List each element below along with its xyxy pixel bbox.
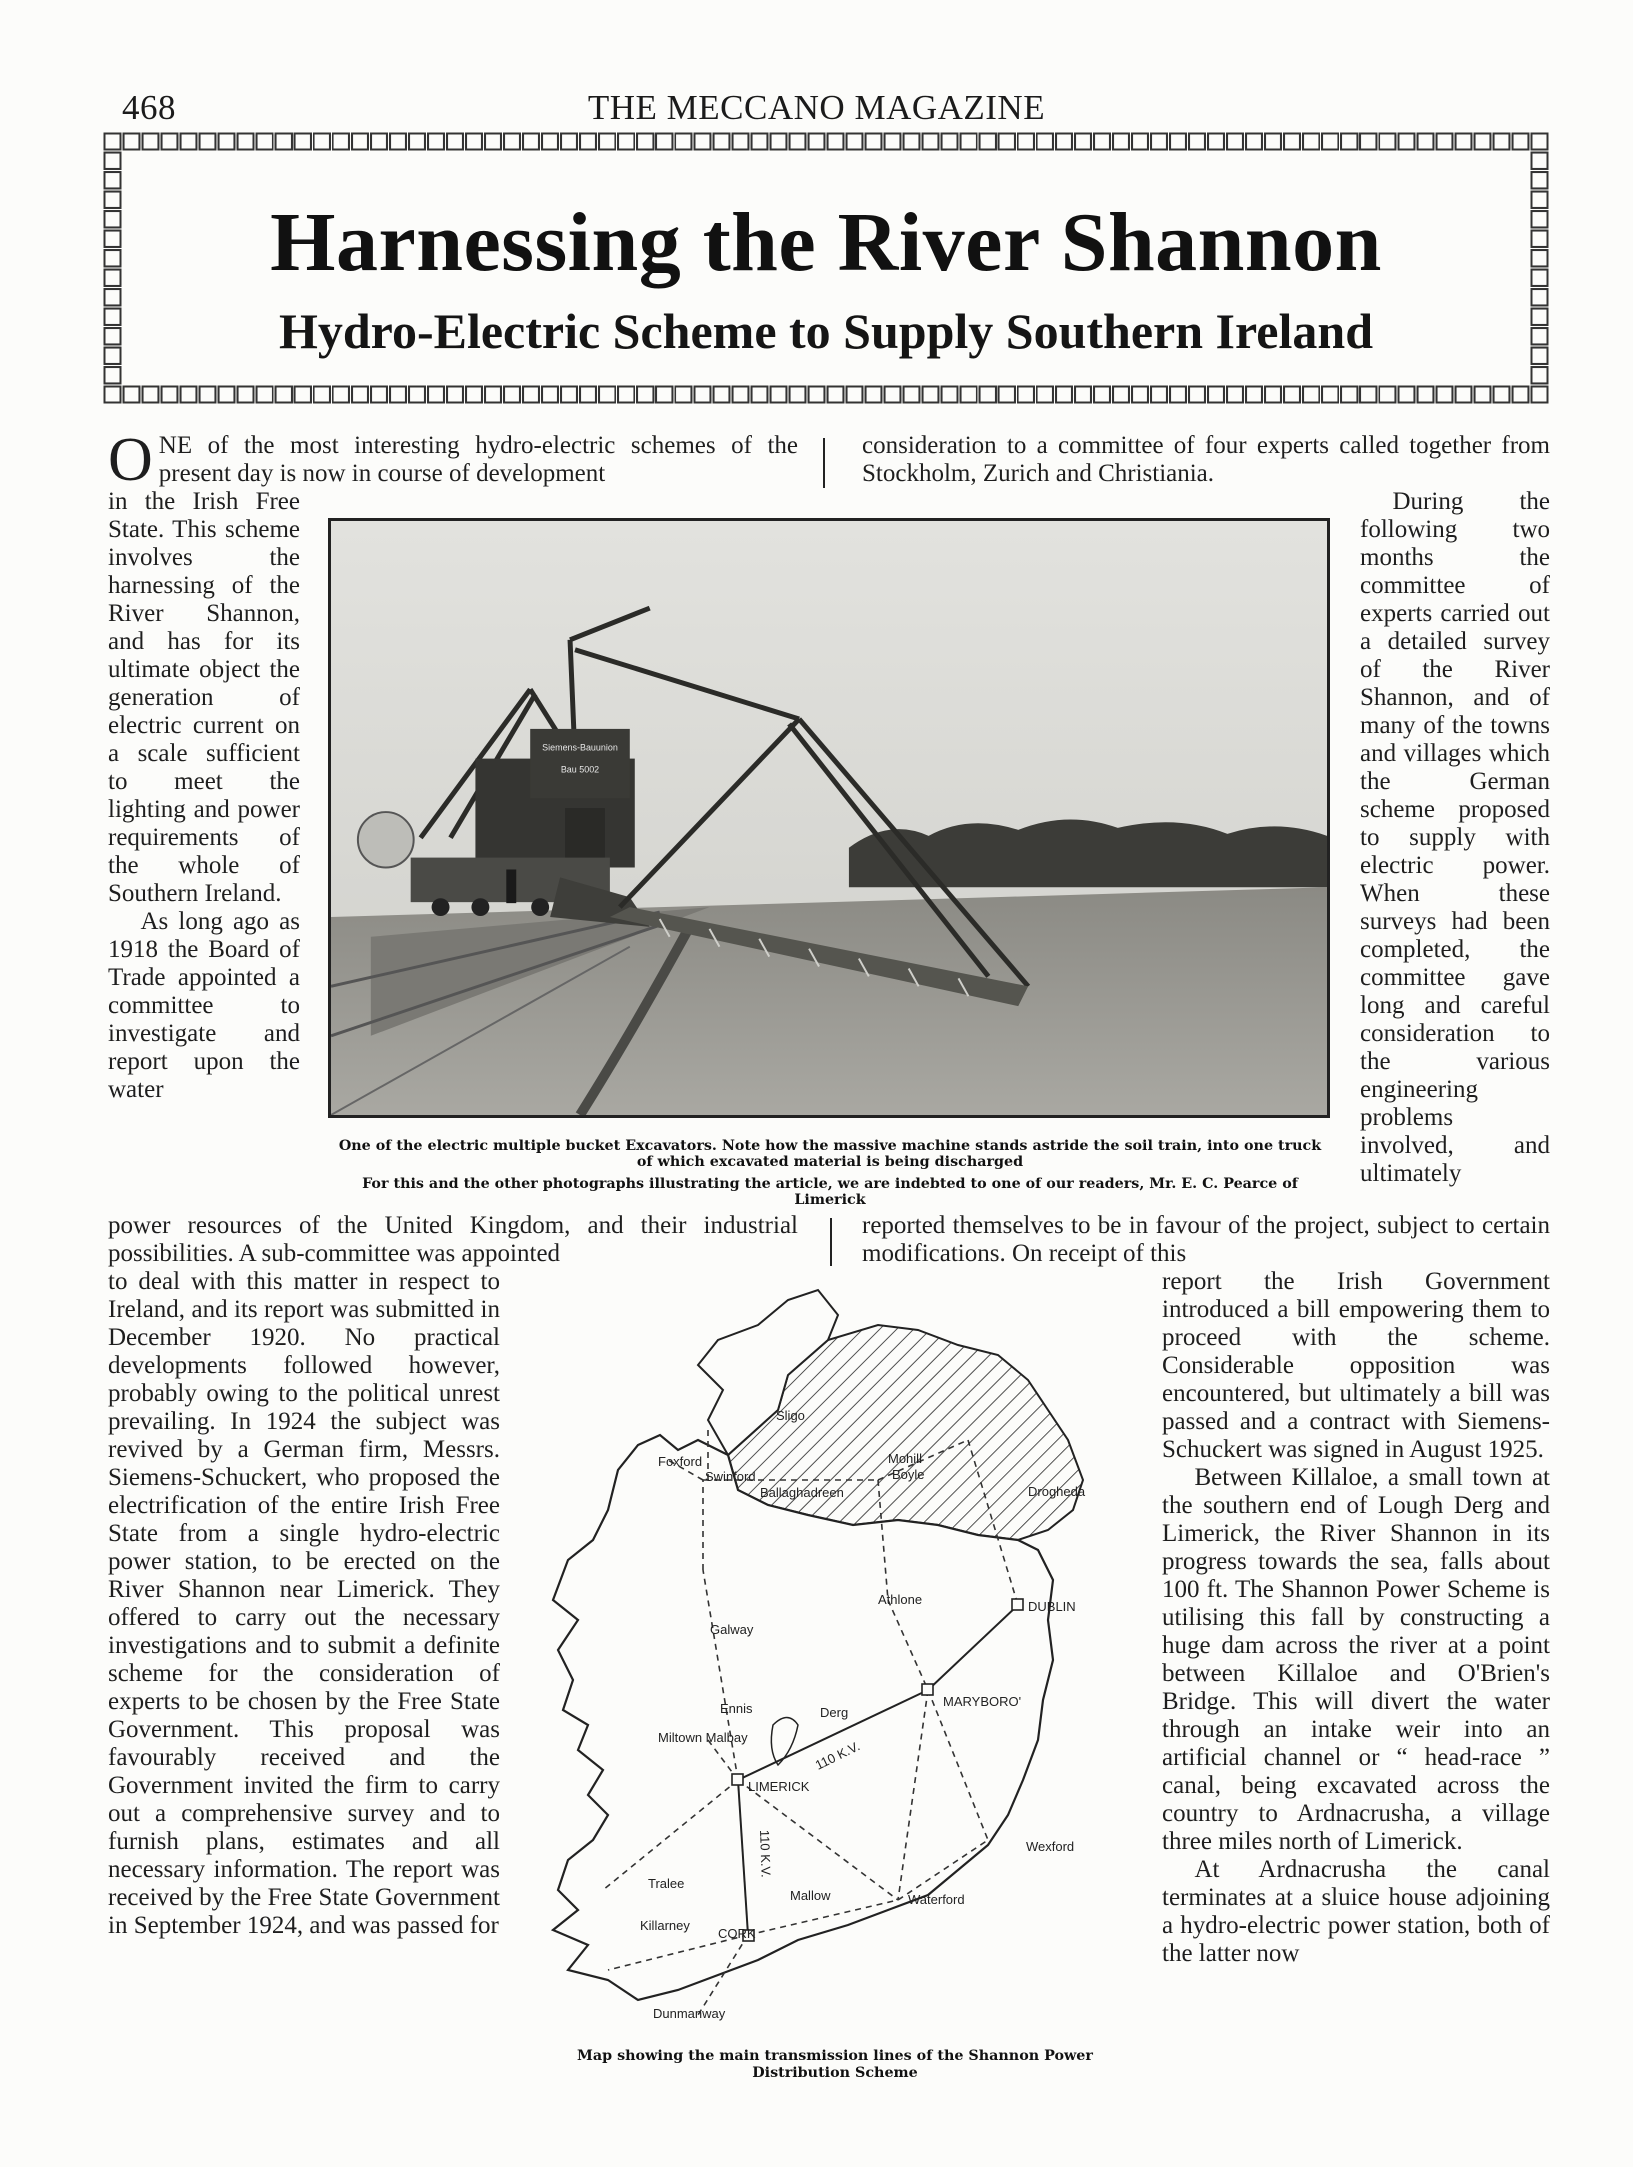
intro-lead-text: NE of the most interesting hydro-electric schemes of the present day is now in course of development [158,432,798,487]
left-mid-text: power resources of the United Kingdom, and their industrial possibilities. A sub-committee was appointed [108,1212,798,1267]
map-label-110kv-lower: 110 K.V. [757,1829,774,1878]
magazine-title: THE MECCANO MAGAZINE [587,88,1046,127]
map-label-miltown-malbay: Miltown Malbay [658,1730,748,1745]
map-label-dublin: DUBLIN [1028,1599,1076,1614]
map-label-mallow: Mallow [790,1888,831,1903]
map-label-cork: CORK [718,1926,756,1941]
bottom-right-paragraph-2: Between Killaloe, a small town at the southern end of Lough Derg and Limerick, the River Shannon in its progress towards the sea, falls about 100 ft. The Shannon Power Scheme is utilising this fall by constructing a huge dam across the river at a point between Killaloe and O'Brien's Bridge. This will divert the water through an intake weir into an artificial channel or “ head-race ” canal, being excavated across the country to Ardnacrusha, a village three miles north of Limerick. [1162,1464,1550,1855]
right-column-top: consideration to a committee of four experts called together from Stockholm, Zurich and Christiania. [862,432,1550,487]
right-wrap-text: During the following two months the committee of experts carried out a detailed survey of the River Shannon, and of many of the towns and villages which the German scheme proposed to supply with electric power. When these surveys had been completed, the committee gave long and careful consideration to the various engineering problems involved, and ultimately [1360,488,1550,1187]
map-label-tralee: Tralee [648,1876,685,1891]
bottom-right-paragraph-3: At Ardnacrusha the canal terminates at a sluice house adjoining a hydro-electric power station, both of the latter now [1162,1856,1550,1967]
left-wrap-paragraph-2: As long ago as 1918 the Board of Trade appointed a committee to investigate and report upon the water [108,908,300,1103]
left-wrap-column [108,488,300,1104]
map-label-ballaghadreen: Ballaghadreen [760,1485,844,1500]
map-label-waterford: Waterford [908,1892,965,1907]
excavator-photograph [328,518,1330,1118]
map-label-maryboro: MARYBORO' [943,1694,1022,1709]
map-label-ennis: Ennis [720,1701,753,1716]
map-label-mohill: Mohill [888,1451,922,1466]
photo-caption-line-2: of which excavated material is being discharged [636,1154,1024,1170]
map-label-galway: Galway [710,1622,754,1637]
map-label-boyle: Boyle [892,1467,925,1482]
map-label-110kv-upper: 110 K.V. [812,1738,863,1773]
map-label-limerick: LIMERICK [748,1779,810,1794]
map-label-drogheda: Drogheda [1028,1484,1086,1499]
map-label-sligo: Sligo [776,1408,805,1423]
dublin-station-marker [1012,1599,1023,1610]
bottom-right-paragraph-1: report the Irish Government introduced a bill empowering them to proceed with the scheme. Considerable opposition was encountered, but ultimately a bill was passed and a contract with Siemens-Schuckert was signed in August 1925. [1162,1268,1550,1463]
page-number: 468 [122,88,176,127]
excavator-illustration [331,521,1327,1115]
map-label-athlone: Athlone [878,1592,923,1607]
photo-caption-line-3: For this and the other photographs illustrating the article, we are indebted to one of our readers, Mr. E. C. Pearce of Limerick [362,1176,1298,1208]
left-wrap-text: in the Irish Free State. This scheme involves the harnessing of the River Shannon, and has for its ultimate object the generation of electric current on a scale sufficient to meet the lighting and power requirements of the whole of Southern Ireland. [108,488,300,907]
photo-caption-line-1: One of the electric multiple bucket Excavators. Note how the massive machine stands astride the soil train, into one truck [338,1138,1322,1154]
intro-paragraph [108,426,798,494]
bottom-right-column [1162,1268,1550,1968]
drop-cap: O [108,426,153,494]
map-label-swinford: Swinford [705,1469,756,1484]
machine-sign-line-2: Bau 5002 [560,764,600,775]
map-label-dunmanway: Dunmanway [653,2006,726,2021]
map-label-foxford: Foxford [658,1454,703,1469]
article-subtitle: Hydro-Electric Scheme to Supply Southern Ireland [278,303,1374,359]
map-label-killarney: Killarney [640,1918,690,1933]
maryboro-station-marker [922,1684,933,1695]
article-title: Harnessing the River Shannon [270,196,1382,289]
map-caption: Map showing the main transmission lines of the Shannon Power Distribution Scheme [577,2048,1093,2081]
right-wrap-column [1360,488,1550,1188]
map-label-wexford: Wexford [1026,1839,1075,1854]
column-rule-mid [830,1218,832,1266]
limerick-station-marker [732,1774,743,1785]
map-label-derg: Derg [820,1705,849,1720]
title-block [103,132,1549,404]
right-mid-text: reported themselves to be in favour of the project, subject to certain modifications. On receipt of this [862,1212,1550,1267]
column-rule-top [823,438,825,488]
bottom-left-column [108,1268,500,1940]
transmission-map [548,1270,1120,2025]
bottom-left-paragraph: to deal with this matter in respect to Ireland, and its report was submitted in December 1920. No practical developments followed however, probably owing to the political unrest prevailing. In 1924 the subject was revived by a German firm, Messrs. Siemens-Schuckert, who proposed the electrification of the entire Irish Free State from a single hydro-electric power station, to be erected on the River Shannon near Limerick. They offered to carry out the necessary investigations and to submit a definite scheme for the consideration of experts to be chosen by the Free State Government. This proposal was favourably received and the Government invited the firm to carry out a comprehensive survey and to furnish plans, estimates and all necessary information. The report was received by the Free State Government in September 1924, and was passed for [108,1268,500,1939]
machine-sign-line-1: Siemens-Bauunion [542,742,618,753]
